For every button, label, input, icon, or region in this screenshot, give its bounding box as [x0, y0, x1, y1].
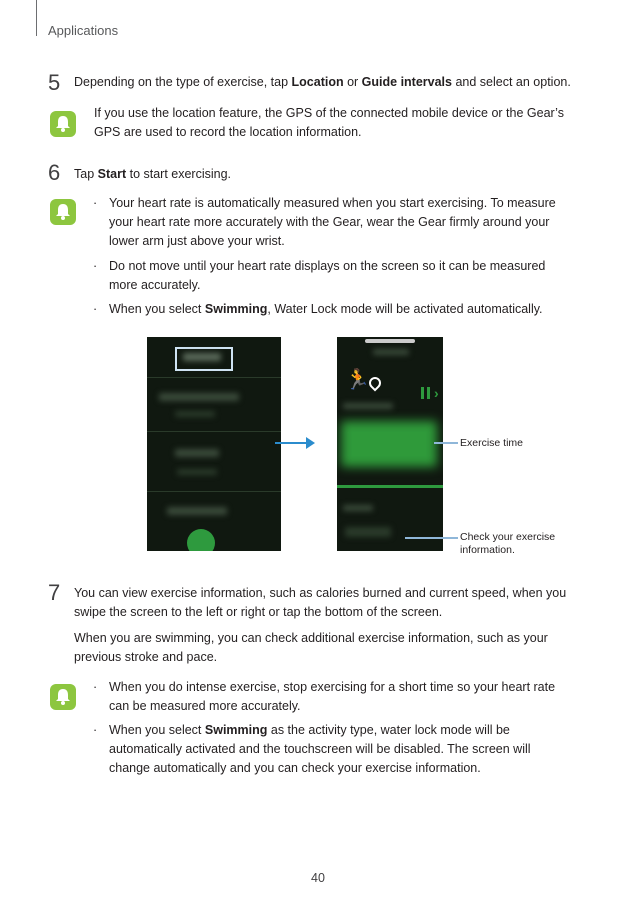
bullet-dot: · — [93, 259, 98, 273]
step-5-text: Depending on the type of exercise, tap Location or Guide intervals and select an option. — [74, 75, 571, 89]
step-7-paragraph-1: You can view exercise information, such as calories burned and current speed, when you swipe the screen to the left or right or tap the bottom of the screen. — [74, 586, 567, 619]
start-icon[interactable] — [187, 529, 215, 551]
bullet-dot: · — [93, 680, 98, 694]
step-7-number: 7 — [48, 580, 61, 605]
runner-icon: 🏃 — [345, 369, 370, 391]
arrow-head — [306, 437, 315, 449]
callout-line-info — [405, 537, 458, 539]
callout-exercise-time: Exercise time — [460, 437, 524, 449]
page-header: Applications — [48, 23, 119, 38]
pause-icon[interactable] — [421, 387, 424, 399]
exercise-time-display — [341, 421, 437, 467]
bullet-dot: · — [93, 302, 98, 316]
watch-screen-options — [147, 337, 281, 551]
bullet-dot: · — [93, 196, 98, 210]
watch-screen-workout — [337, 337, 443, 551]
step-7-bullet-1: · When you do intense exercise, stop exercising for a short time so your heart rate can be measured more accurately. — [93, 680, 556, 713]
bell-note-icon — [50, 111, 76, 137]
bell-note-icon — [50, 684, 76, 710]
step-6-bullet-2: · Do not move until your heart rate displays on the screen so it can be measured more accurately. — [93, 259, 546, 292]
chevron-right-icon[interactable]: › — [434, 385, 439, 401]
step-5-number: 5 — [48, 70, 61, 95]
step-6-bullet-3: · When you select Swimming, Water Lock mode will be activated automatically. — [109, 300, 543, 319]
callout-exercise-info: Check your exercise information. — [460, 531, 556, 556]
bullet-dot: · — [93, 723, 98, 737]
step-6-text: Tap Start to start exercising. — [74, 167, 232, 181]
header-rule — [36, 0, 37, 36]
step-5-note: If you use the location feature, the GPS of the connected mobile device or the Gear’s GPS are used to record the location information. — [94, 106, 564, 139]
step-6-number: 6 — [48, 160, 61, 185]
bell-note-icon — [50, 199, 76, 225]
step-7-paragraph-2: When you are swimming, you can check additional exercise information, such as your previous stroke and pace. — [74, 631, 548, 664]
callout-line-time — [434, 442, 458, 444]
page-number: 40 — [311, 871, 325, 885]
step-6-bullet-1: · Your heart rate is automatically measured when you start exercising. To measure your heart rate more accurately with the Gear, wear the Gear firmly around your lower arm just above your wrist. — [93, 196, 556, 248]
step-7-bullet-2: · When you select Swimming as the activity type, water lock mode will be automatically activated and the touchscreen will be disabled. The screen will change automatically and you can check your exercise information. — [93, 723, 531, 775]
